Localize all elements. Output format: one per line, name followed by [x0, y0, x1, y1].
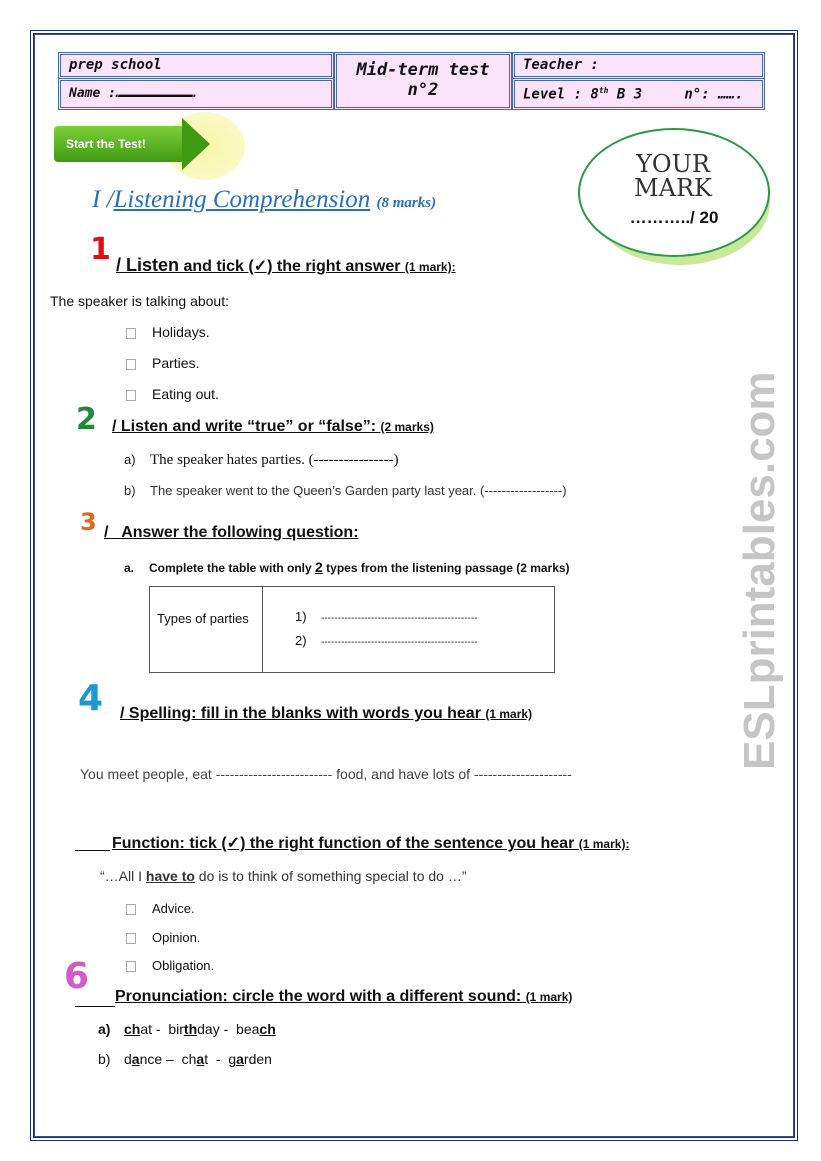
q4-title [120, 705, 532, 723]
section-prefix: I / [92, 186, 114, 213]
q2-item [124, 483, 567, 498]
q6-marks: (1 mark) [525, 990, 573, 1004]
quote-underlined: have to [145, 868, 195, 884]
teacher-cell: Teacher : [512, 52, 765, 79]
q6-a-label: a) [98, 1021, 111, 1037]
checkbox-icon[interactable] [126, 390, 136, 401]
quote-b: do is to think of something special to do …” [194, 868, 467, 884]
start-test-label: Start the Test! [66, 137, 146, 151]
word-text: rden [243, 1051, 272, 1067]
level-rest: B 3 n°: ……. [608, 86, 744, 103]
q1-title-b: and tick (✓) the right answer [179, 258, 405, 275]
q6-title [115, 988, 572, 1006]
table-row[interactable] [295, 633, 478, 648]
q5-option[interactable] [126, 958, 214, 973]
arrow-icon [182, 118, 210, 170]
q6-a-words [124, 1021, 276, 1037]
q2-item-text: The speaker went to the Queen’s Garden party last year. (------------------) [150, 483, 567, 498]
q6-b-words [124, 1051, 272, 1067]
q1-prompt: The speaker is talking about: [50, 293, 229, 309]
test-title-line1: Mid-term test [356, 60, 490, 80]
q3-sub-label: a. [124, 561, 135, 575]
q6-title-text: Pronunciation: circle the word with a different sound: [115, 988, 526, 1005]
q3-sub-a: Complete the table with only [149, 561, 316, 575]
q1-option-label: Holidays. [152, 324, 210, 340]
q4-title-text: / Spelling: fill in the blanks with words you hear [120, 705, 486, 722]
q2-item [124, 452, 399, 469]
name-label: Name : [69, 86, 116, 101]
mark-bubble [578, 128, 770, 257]
word-text: d [124, 1051, 132, 1067]
q5-option-label: Obligation. [152, 958, 215, 973]
underlined-sound: ch [124, 1021, 141, 1037]
q1-option-label: Parties. [152, 355, 200, 371]
q5-quote [100, 868, 467, 884]
underlined-sound: ch [259, 1021, 276, 1037]
number-3-icon: 3 [80, 508, 97, 536]
name-blank[interactable]: …………………………………………………… [115, 86, 193, 101]
q3-sub-num: 2 [315, 559, 323, 575]
checkbox-icon[interactable] [126, 961, 136, 972]
score-field[interactable]: ………../ 20 [629, 208, 719, 227]
q1-option[interactable] [126, 324, 210, 340]
row-number: 2) [295, 633, 307, 648]
row-number: 1) [295, 609, 307, 624]
underlined-sound: a [196, 1051, 205, 1067]
table-header: Types of parties [157, 611, 249, 626]
checkbox-icon[interactable] [126, 933, 136, 944]
test-title [334, 52, 512, 110]
q5-option[interactable] [126, 930, 200, 945]
name-field[interactable] [58, 78, 334, 110]
q5-title [112, 833, 629, 853]
underlined-sound: th [183, 1021, 198, 1037]
word-text: t - g [204, 1051, 237, 1067]
number-2-icon: 2 [76, 402, 97, 437]
q2-title [112, 418, 434, 436]
level-cell [512, 78, 765, 110]
q6-b-label: b) [98, 1051, 111, 1067]
q2-marks: (2 marks) [380, 420, 434, 434]
start-test-button[interactable] [54, 126, 184, 162]
test-title-line2: n°2 [407, 80, 439, 100]
parties-table [149, 586, 555, 673]
q1-option-label: Eating out. [152, 386, 219, 402]
q3-instruction [124, 559, 570, 575]
answer-blank[interactable]: ----------------------------------------------- [321, 613, 478, 624]
underlined-sound: a [236, 1051, 244, 1067]
level-text: Level : 8 [523, 86, 599, 103]
q6-item-b [98, 1051, 272, 1067]
q1-title [116, 255, 456, 276]
q5-option-label: Opinion. [152, 930, 201, 945]
checkbox-icon[interactable] [126, 904, 136, 915]
table-divider [262, 587, 263, 672]
q5-marks: (1 mark): [578, 837, 630, 851]
answer-blank[interactable]: ----------------------------------------------- [321, 637, 478, 648]
q1-option[interactable] [126, 386, 219, 402]
table-row[interactable] [295, 609, 478, 624]
q4-sentence[interactable]: You meet people, eat ------------------------- food, and have lots of --------------------- [80, 766, 572, 782]
number-4-icon: 4 [78, 678, 104, 719]
q4-marks: (1 mark) [485, 707, 533, 721]
q6-item-a [98, 1021, 276, 1037]
number-6-icon: 6 [64, 956, 90, 997]
q1-title-a: / Listen [116, 255, 180, 275]
q5-title-text: Function: tick (✓) the right function of the sentence you hear [112, 835, 579, 852]
watermark: ESLprintables.com [735, 371, 784, 770]
q6-rule [75, 1006, 115, 1007]
q1-marks: (1 mark): [404, 260, 456, 274]
q3-sub-b: types from the listening passage (2 marks) [322, 561, 570, 575]
q5-rule [75, 850, 110, 851]
q2-item-text: The speaker hates parties. (----------------) [150, 452, 399, 468]
q3-title: / Answer the following question: [104, 524, 359, 541]
q5-option-label: Advice. [152, 901, 195, 916]
word-text: day - bea [197, 1021, 260, 1037]
word-text: nce – ch [139, 1051, 197, 1067]
quote-a: “…All I [100, 868, 146, 884]
q1-option[interactable] [126, 355, 199, 371]
section-title [92, 186, 436, 214]
number-1-icon: 1 [90, 232, 111, 267]
your-mark-logo: YOUR MARK [634, 150, 712, 202]
checkbox-icon[interactable] [126, 359, 136, 370]
underlined-sound: a [131, 1051, 140, 1067]
q2-item-label: b) [124, 483, 136, 498]
word-text: at - bir [140, 1021, 184, 1037]
school-cell: prep school [58, 52, 334, 79]
q5-option[interactable] [126, 901, 195, 916]
section-title-text: Listening Comprehension [113, 186, 371, 213]
q2-title-text: / Listen and write “true” or “false”: [112, 418, 381, 435]
level-sup: th [598, 86, 609, 95]
checkbox-icon[interactable] [126, 328, 136, 339]
section-marks: (8 marks) [376, 195, 437, 211]
q2-item-label: a) [124, 452, 136, 467]
